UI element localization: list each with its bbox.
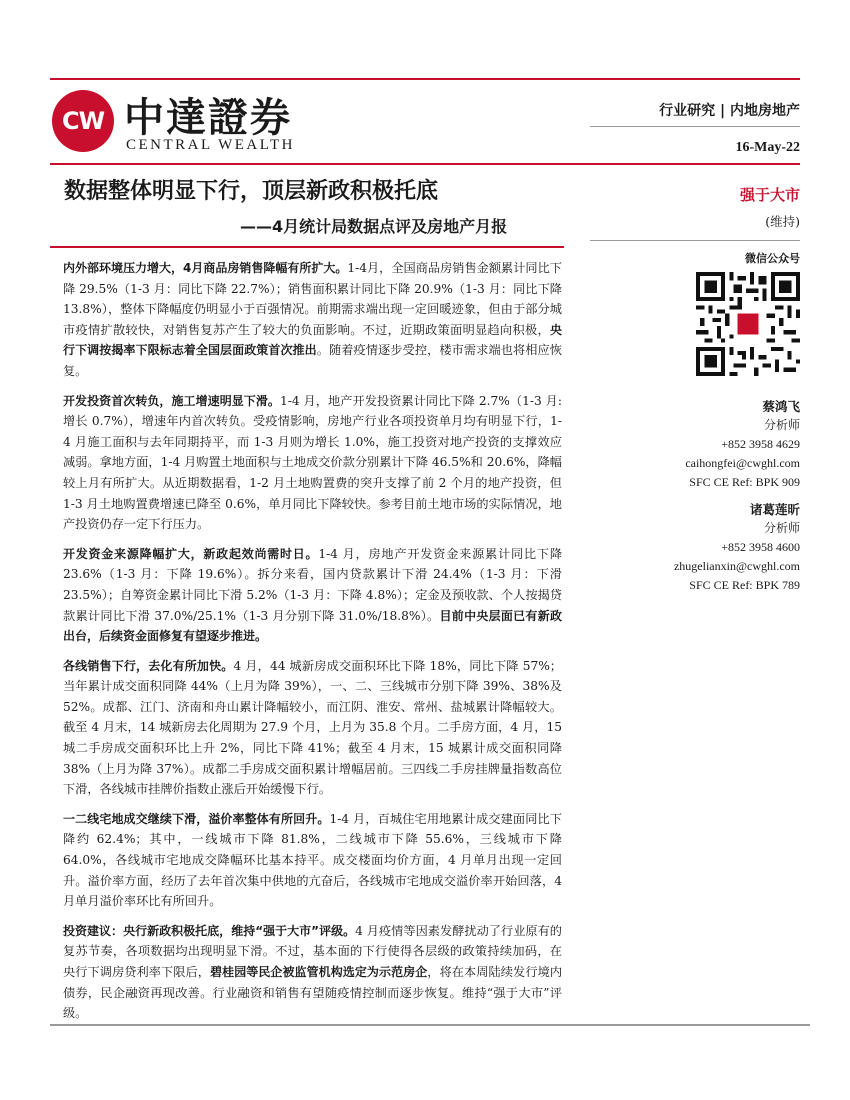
paragraph-text: 1-4 月，房地产开发资金来源累计同比下降 23.6%（1-3 月：下降 19.6%）。拆分来看，国内贷款累计下滑 24.4%（1-3 月：下滑 23.5%）；自筹资金累计同比下滑 5.2%（1-3 月：下降 4.8%）；定金及预收款、个人按揭贷款累计同比下滑 37.0%/25.1%（1-3 月分别下降 31.0%/18.8%）。	[63, 546, 563, 623]
paragraph-text: 1-4 月，地产开发投资累计同比下降 2.7%（1-3 月:增长 0.7%），增速年内首次转负。受疫情影响，房地产行业各项投资单月均有明显下行，1-4 月施工面积与去年同期持平，而 1-3 月则为增长 1.0%，施工投资对地产投资的支撑效应减弱。拿地方面，1-4 月购置土地面积与土地成交价款分别累计下降 46.5%和 20.6%，降幅较上月有所扩大。从近期数据看，1-2 月土地购置费的突升支撑了前 2 个月的地产投资，但 1-3 月土地购置费增速已降至 0.6%，单月同比下降较快。参考目前土地市场的实际情况，地产投资仍存一定下行压力。	[63, 393, 562, 532]
report-date: 16-May-22	[735, 140, 800, 155]
rating-rule	[590, 240, 800, 241]
analyst-name: 蔡鸿飞	[762, 399, 800, 414]
paragraph-text: 1-4月，全国商品房销售金额累计同比下降 29.5%（1-3 月：同比下降 22.7%）；销售面积累计同比下降 20.9%（1-3 月：同比下降 13.8%），整体下降幅度仍明显小于百强情况。前期需求端出现一定回暖迹象，但由于部分城市疫情扩散较快，对销售复苏产生了较大的负面影响。不过，近期政策面明显趋向积极，	[63, 261, 562, 337]
brand-name-en: CENTRAL WEALTH	[126, 137, 296, 153]
report-title: 数据整体明显下行，顶层新政积极托底	[64, 179, 439, 204]
brand-name-cn: 中達證券	[124, 95, 292, 141]
analyst-phone: +852 3958 4629	[721, 437, 800, 451]
paragraph-text: ，将在本周陆续发行境内债券，民企融资再现改善。行业融资和销售有望随疫情控制而逐步恢复。维持“强于大市”评级。	[63, 965, 563, 1021]
footer-rule	[50, 1024, 810, 1026]
paragraph-text: 1-4 月，百城住宅用地累计成交建面同比下降约 62.4%；其中，一线城市下降 81.8%，二线城市下降 55.6%，三线城市下降 64.0%，各线城市宅地成交降幅环比基本持平。成交楼面均价方面，4 月单月出现一定回升。溢价率方面，经历了去年首次集中供地的亢奋后，各线城市宅地成交溢价率开始回落，4 月单月溢价率环比有所回升。	[63, 811, 562, 909]
paragraph-highlight: 目前中央层面已有新政出台，后续资金面修复有望逐步推进。	[63, 608, 562, 644]
paragraph-sales	[63, 258, 562, 382]
paragraph-lead: 开发投资首次转负，施工增速明显下滑。	[63, 393, 280, 408]
analyst-sfc-ref: SFC CE Ref: BPK 789	[689, 578, 800, 592]
analyst-title: 分析师	[763, 418, 800, 432]
paragraph-lead: 投资建议：央行新政积极托底，维持“强于大市”评级。	[63, 923, 356, 938]
analyst-card	[590, 500, 800, 595]
report-sector: 行业研究 | 内地房地产	[659, 103, 800, 119]
paragraph-funding	[63, 544, 562, 647]
header-rule	[50, 163, 800, 165]
wechat-qr-code-icon	[696, 272, 800, 376]
paragraph-lead: 各线销售下行，去化有所加快。	[63, 658, 234, 673]
analyst-phone: +852 3958 4600	[721, 540, 800, 554]
top-rule	[50, 78, 800, 80]
analyst-name: 诸葛莲昕	[749, 502, 800, 517]
paragraph-land	[63, 809, 562, 912]
paragraph-highlight: 央行下调按揭率下限标志着全国层面政策首次推出	[63, 322, 562, 358]
title-rule	[50, 246, 564, 248]
paragraph-text: 4 月，44 城新房成交面积环比下降 18%，同比下降 57%；当年累计成交面积同降 44%（上月为降 39%），一、二、三线城市分别下降 39%、38%及 52%。成都、江门、济南和舟山累计降幅较小，而江阴、淮安、常州、盐城累计降幅较大。截至 4 月末，14 城新房去化周期为 27.9 个月，上月为 35.8 个月。二手房方面，4 月，15 城二手房成交面积环比上升 2%，同比下降 41%；截至 4 月末，15 城累计成交面积同降 38%（上月为降 37%）。成都二手房成交面积累计增幅居前。三四线二手房挂牌量指数高位下滑，各线城市挂牌价指数止涨后开始缓慢下行。	[63, 658, 562, 797]
analyst-email[interactable]: caihongfei@cwghl.com	[685, 456, 800, 470]
logo-mark: CW	[61, 107, 105, 135]
analyst-sfc-ref: SFC CE Ref: BPK 909	[689, 475, 800, 489]
rating-status: (维持)	[765, 214, 800, 229]
rating-label: 强于大市	[739, 186, 800, 204]
paragraph-city-sales	[63, 656, 562, 800]
paragraph-lead: 开发资金来源降幅扩大，新政起效尚需时日。	[63, 546, 319, 561]
paragraph-text: 。随着疫情逐步受控，楼市需求端也将相应恢复。	[63, 343, 562, 378]
header-divider	[590, 126, 800, 127]
paragraph-highlight: 碧桂园等民企被监管机构选定为示范房企	[210, 965, 428, 979]
paragraph-investment	[63, 391, 562, 535]
paragraph-lead: 内外部环境压力增大，4月商品房销售降幅有所扩大。	[63, 261, 348, 275]
paragraph-text: 4 月疫情等因素发酵扰动了行业原有的复苏节奏，各项数据均出现明显下滑。不过，基本面的下行使得各层级的政策持续加码，在央行下调房贷利率下限后，	[63, 923, 562, 979]
report-body	[63, 258, 562, 1033]
paragraph-recommendation	[63, 921, 562, 1024]
report-subtitle: ——4月统计局数据点评及房地产月报	[240, 217, 508, 236]
wechat-label: 微信公众号	[745, 252, 800, 265]
analyst-card	[590, 397, 800, 492]
brand-logo-icon	[52, 90, 114, 152]
analyst-title: 分析师	[763, 521, 800, 535]
paragraph-lead: 一二线宅地成交继续下滑，溢价率整体有所回升。	[63, 811, 330, 826]
analyst-email[interactable]: zhugelianxin@cwghl.com	[673, 559, 800, 573]
